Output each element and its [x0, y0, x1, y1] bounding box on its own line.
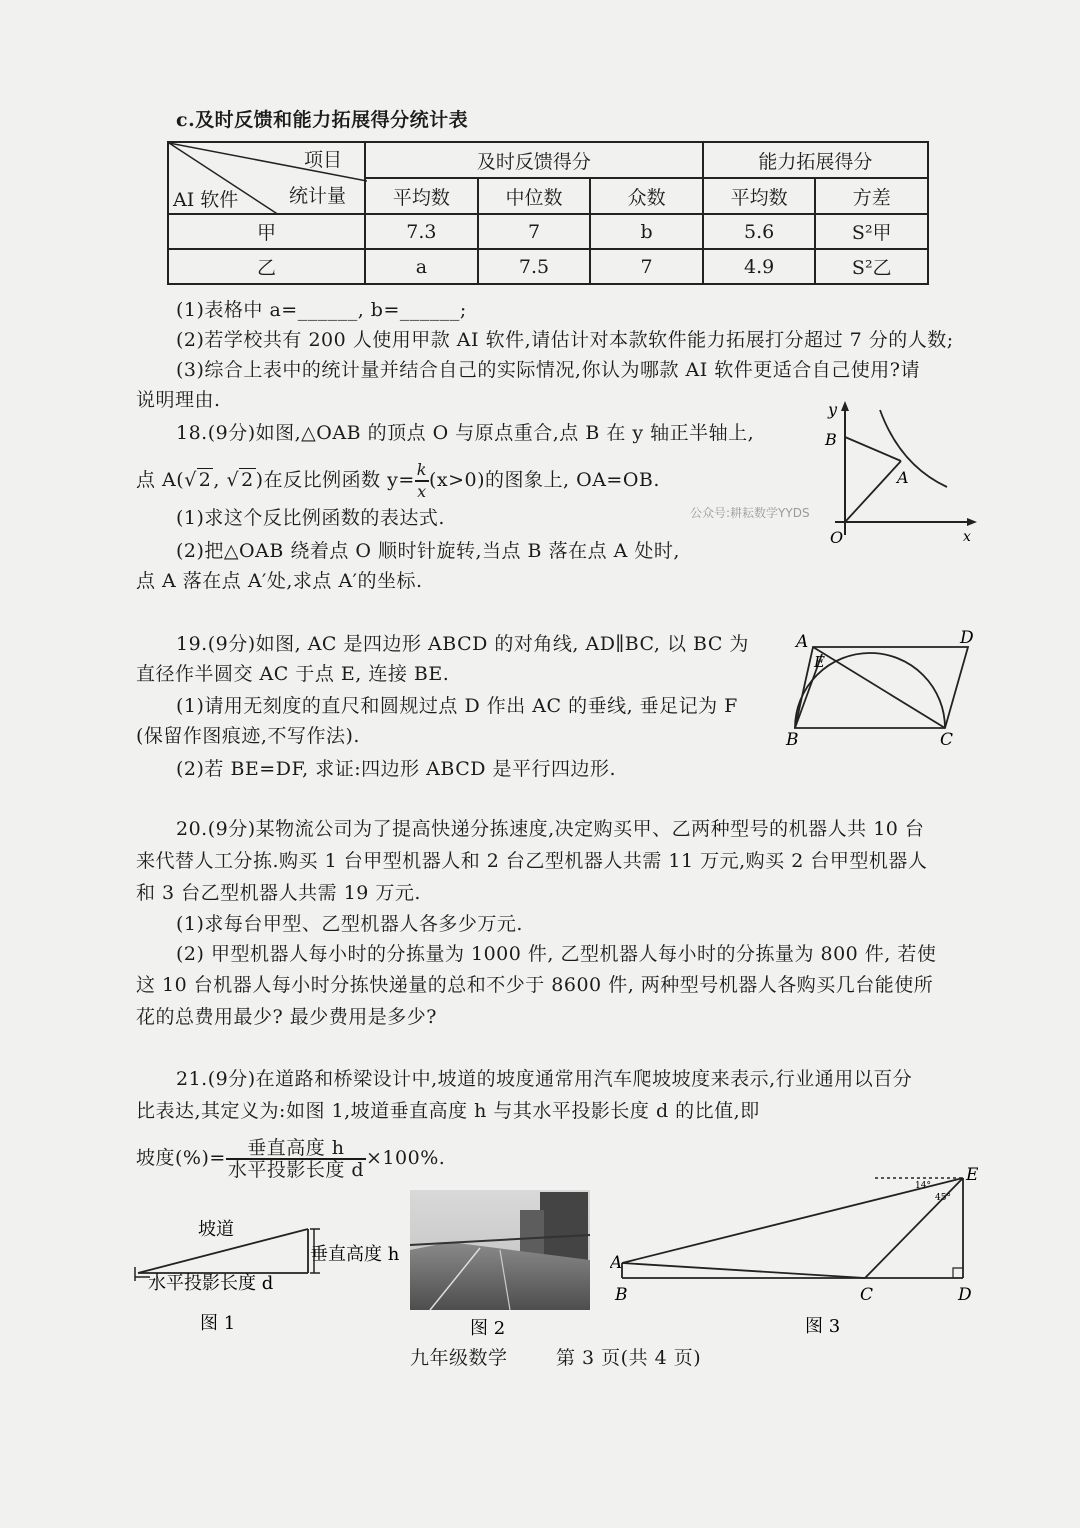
- q19-part2: (2)若 BE=DF, 求证:四边形 ABCD 是平行四边形.: [176, 758, 617, 780]
- header-feedback: 及时反馈得分: [365, 142, 703, 178]
- label-B: B: [786, 730, 799, 750]
- fraction-denominator: x: [417, 482, 427, 501]
- label-A: A: [610, 1253, 623, 1273]
- table-row: [168, 249, 928, 284]
- fraction-k-over-x: [415, 460, 429, 502]
- x-axis-arrow: [967, 518, 977, 526]
- q21-formula: [136, 1136, 445, 1180]
- segment-AC: [622, 1263, 865, 1278]
- photo-building: [540, 1192, 588, 1262]
- sqrt-value: 2: [198, 469, 212, 491]
- formula-right: ×100%.: [366, 1147, 446, 1169]
- table-cell: 7: [478, 214, 591, 249]
- label-x: x: [963, 529, 971, 545]
- segment-BA: [845, 437, 901, 461]
- table-row: [168, 214, 928, 249]
- corner-label-statistic: 统计量: [289, 185, 347, 207]
- watermark: 公众号:耕耘数学YYDS: [690, 506, 810, 520]
- q19-part1: (1)请用无刻度的直尺和圆规过点 D 作出 AC 的垂线, 垂足记为 F: [176, 695, 738, 717]
- header-ability: 能力拓展得分: [703, 142, 928, 178]
- label-A: A: [796, 632, 809, 652]
- q18-part2-cont: 点 A 落在点 A′处,求点 A′的坐标.: [136, 570, 423, 592]
- q21-figure1: [130, 1205, 415, 1340]
- label-y: y: [828, 400, 838, 419]
- table-cell: 4.9: [703, 249, 816, 284]
- fraction-numerator: k: [415, 460, 429, 482]
- subheader-mean-2: 平均数: [703, 178, 816, 214]
- q19-stem-line1: 19.(9分)如图, AC 是四边形 ABCD 的对角线, AD∥BC, 以 BC 为: [176, 633, 749, 655]
- q17-part2: (2)若学校共有 200 人使用甲款 AI 软件,请估计对本款软件能力拓展打分超过 7 分的人数;: [176, 329, 954, 351]
- formula-numerator: 垂直高度 h: [226, 1138, 366, 1160]
- q20-part2-cont2: 花的总费用最少? 最少费用是多少?: [136, 1006, 437, 1028]
- q18-coordinate-figure: [815, 395, 985, 550]
- figure3-caption: 图 3: [805, 1316, 841, 1337]
- section-title: c.及时反馈和能力拓展得分统计表: [176, 109, 469, 131]
- subheader-mean-1: 平均数: [365, 178, 478, 214]
- figure2-caption: 图 2: [470, 1318, 506, 1339]
- q20-stem-line1: 20.(9分)某物流公司为了提高快递分拣速度,决定购买甲、乙两种型号的机器人共 10 台: [176, 818, 925, 840]
- q21-figure3: [610, 1160, 990, 1340]
- sqrt-value: 2: [241, 469, 254, 491]
- q17-part1: (1)表格中 a=______, b=______;: [176, 299, 467, 321]
- table-cell: S²甲: [815, 214, 928, 249]
- label-O: O: [830, 528, 844, 547]
- label-C: C: [940, 730, 954, 750]
- q18-part2: (2)把△OAB 绕着点 O 顺时针旋转,当点 B 落在点 A 处时,: [176, 540, 680, 562]
- formula-left: 坡度(%)=: [136, 1147, 226, 1169]
- table-corner-cell: [168, 142, 365, 214]
- corner-label-ai-software: AI 软件: [173, 189, 239, 211]
- q20-part2: (2) 甲型机器人每小时的分拣量为 1000 件, 乙型机器人每小时的分拣量为 800 件, 若使: [176, 943, 937, 965]
- label-vertical-height: 垂直高度 h: [310, 1244, 400, 1265]
- row-name: 乙: [168, 249, 365, 284]
- q20-part2-cont1: 这 10 台机器人每小时分拣快递量的总和不少于 8600 件, 两种型号机器人各购买几台能使所: [136, 974, 934, 996]
- q18-text: )在反比例函数 y=: [255, 469, 415, 491]
- y-axis-arrow: [841, 401, 849, 411]
- angle-label-14: 14°: [915, 1181, 931, 1191]
- segment-AE: [622, 1178, 963, 1263]
- table-cell: 5.6: [703, 214, 816, 249]
- label-horizontal-length: 水平投影长度 d: [148, 1273, 274, 1294]
- label-D: D: [960, 628, 974, 648]
- label-C: C: [860, 1285, 874, 1305]
- formula-denominator: 水平投影长度 d: [227, 1159, 365, 1181]
- q21-stem-line2: 比表达,其定义为:如图 1,坡道垂直高度 h 与其水平投影长度 d 的比值,即: [136, 1100, 760, 1122]
- q18-stem-line1: 18.(9分)如图,△OAB 的顶点 O 与原点重合,点 B 在 y 轴正半轴上,: [176, 422, 755, 444]
- table-cell: 7: [590, 249, 702, 284]
- diagonal-AC: [813, 647, 945, 728]
- subheader-variance: 方差: [815, 178, 928, 214]
- table-cell: 7.5: [478, 249, 591, 284]
- table-cell: a: [365, 249, 478, 284]
- q18-stem-line2: 点 A(√ 2 , √ 2 )在反比例函数 y= $\frac{k}{x}$ (x>0)的图象上, OA=OB.: [136, 460, 660, 501]
- footer-subject: 九年级数学: [410, 1347, 508, 1369]
- label-E: E: [814, 653, 825, 671]
- q20-part1: (1)求每台甲型、乙型机器人各多少万元.: [176, 913, 523, 935]
- q17-part3-cont: 说明理由.: [136, 389, 221, 411]
- label-B: B: [615, 1285, 628, 1305]
- q18-part1: (1)求这个反比例函数的表达式.: [176, 507, 445, 529]
- subheader-median: 中位数: [478, 178, 591, 214]
- q20-stem-line3: 和 3 台乙型机器人共需 19 万元.: [136, 882, 421, 904]
- q19-quadrilateral-figure: [780, 625, 980, 750]
- q21-stem-line1: 21.(9分)在道路和桥梁设计中,坡道的坡度通常用汽车爬坡坡度来表示,行业通用以百分: [176, 1068, 913, 1090]
- label-E: E: [966, 1165, 979, 1185]
- hyperbola-curve: [880, 410, 947, 487]
- footer-page-number: 第 3 页(共 4 页): [556, 1347, 702, 1369]
- table-cell: b: [590, 214, 702, 249]
- figure1-caption: 图 1: [200, 1313, 236, 1334]
- angle-label-45: 45°: [935, 1193, 951, 1203]
- table-cell: S²乙: [815, 249, 928, 284]
- q19-stem-line2: 直径作半圆交 AC 于点 E, 连接 BE.: [136, 663, 450, 685]
- q20-stem-line2: 来代替人工分拣.购买 1 台甲型机器人和 2 台乙型机器人共需 11 万元,购买 2 台甲型机器人: [136, 850, 928, 872]
- q21-figure2-photo: [410, 1190, 592, 1340]
- right-angle-mark: [953, 1268, 963, 1278]
- label-B: B: [825, 430, 837, 449]
- table-cell: 7.3: [365, 214, 478, 249]
- corner-label-project: 项目: [304, 149, 343, 171]
- label-A: A: [897, 468, 909, 487]
- label-slope: 坡道: [198, 1219, 234, 1240]
- subheader-mode: 众数: [590, 178, 702, 214]
- score-statistics-table: [167, 141, 929, 285]
- q17-part3: (3)综合上表中的统计量并结合自己的实际情况,你认为哪款 AI 软件更适合自己使用?请: [176, 359, 920, 381]
- segment-OA: [845, 461, 901, 522]
- label-D: D: [958, 1285, 972, 1305]
- q18-text: 点 A(: [136, 469, 185, 491]
- q19-part1-cont: (保留作图痕迹,不写作法).: [136, 725, 360, 747]
- q18-text: (x>0)的图象上, OA=OB.: [428, 469, 660, 491]
- formula-fraction: [226, 1138, 366, 1180]
- row-name: 甲: [168, 214, 365, 249]
